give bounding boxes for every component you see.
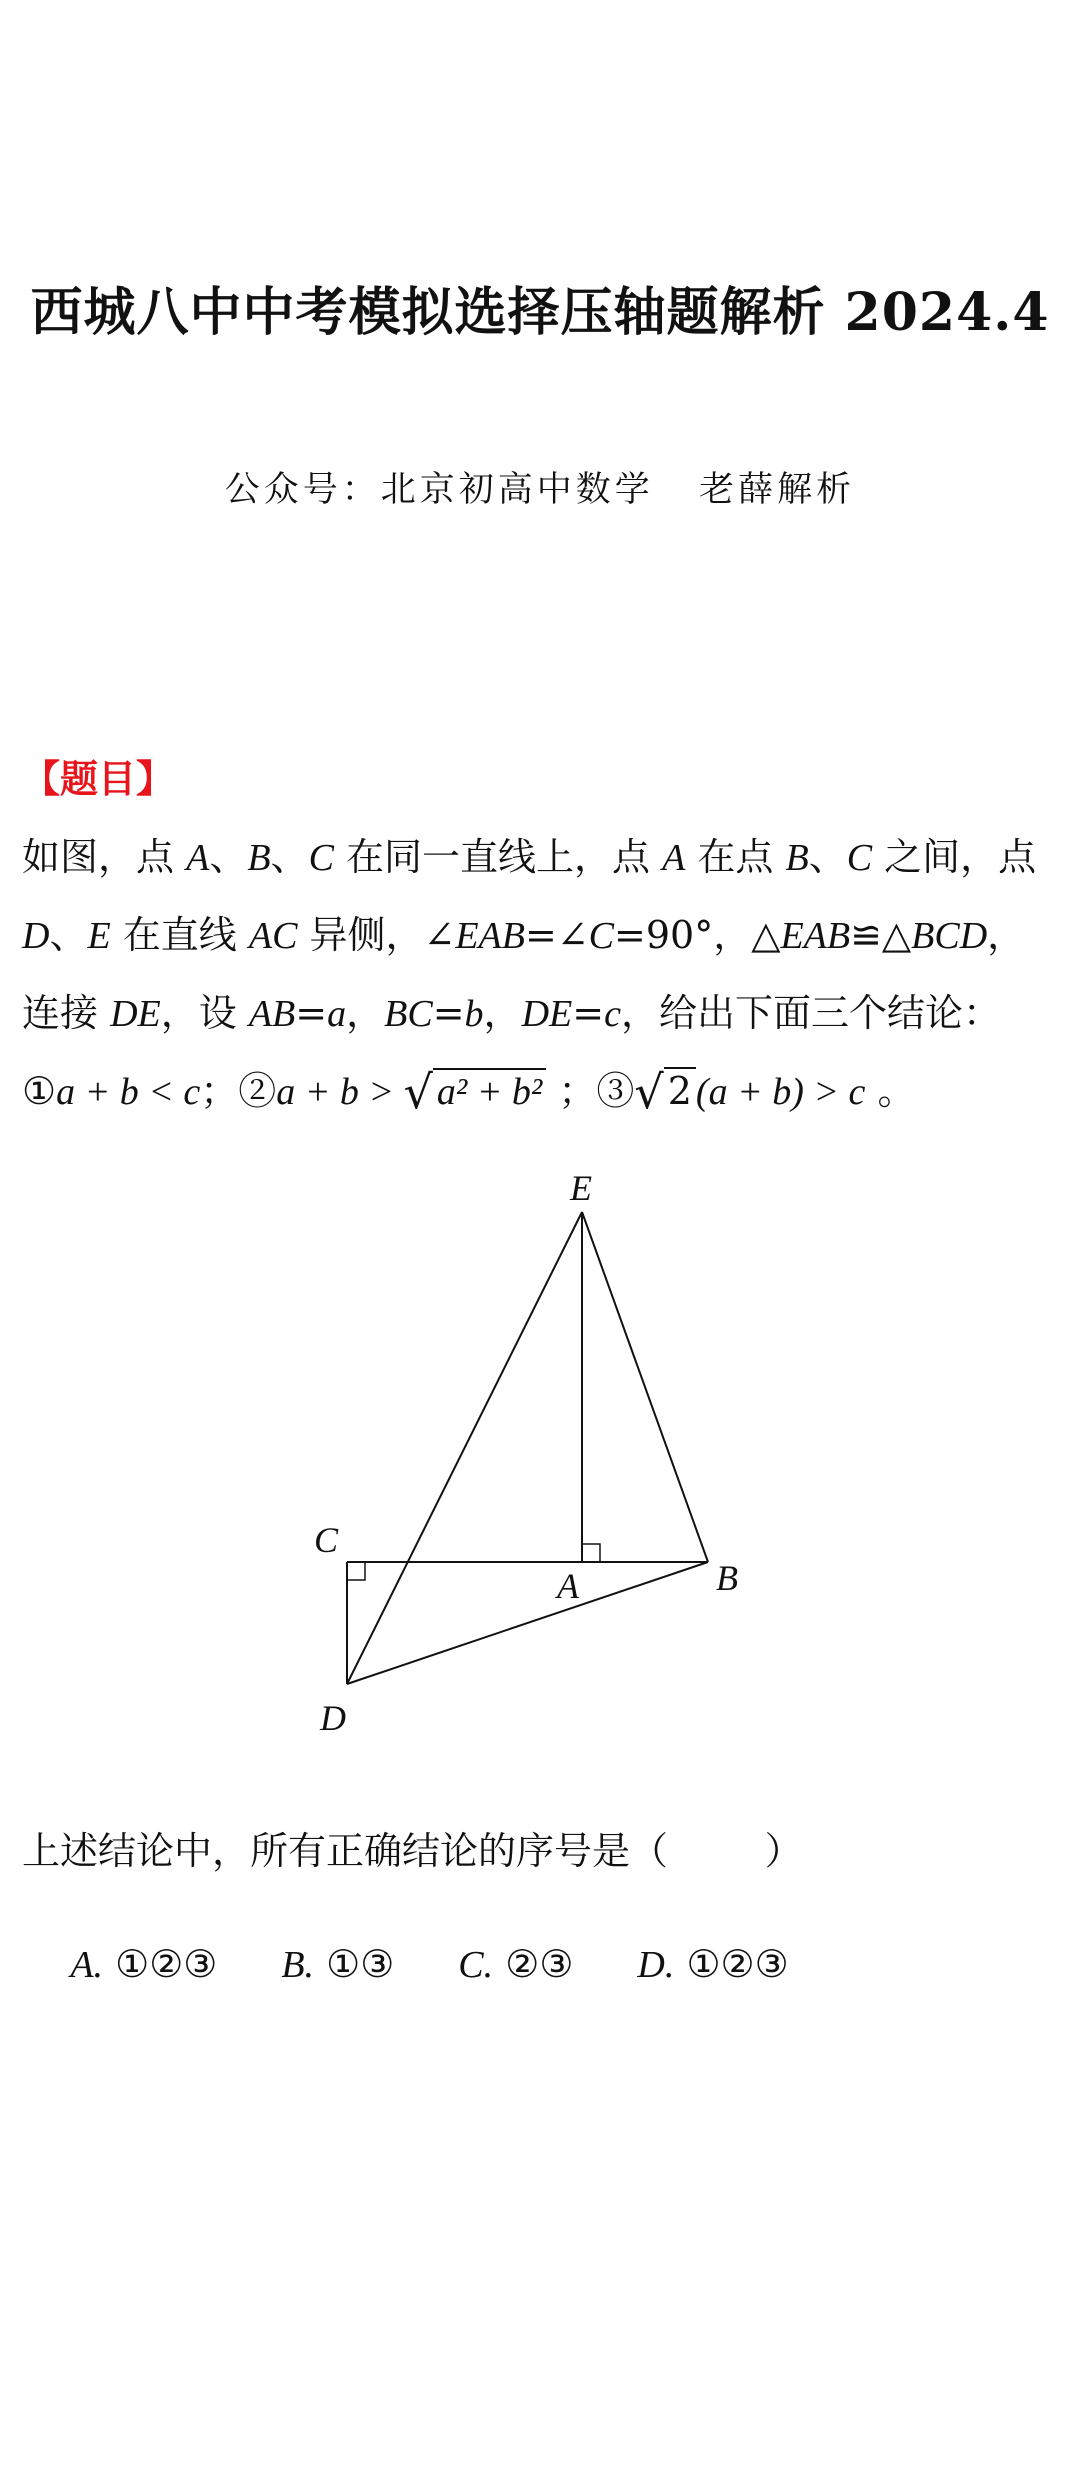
question-text: 上述结论中，所有正确结论的序号是（ ）: [22, 1829, 803, 1873]
answer-options: [22, 1898, 853, 2031]
problem-line-2: D、E 在直线 AC 异侧，∠EAB=∠C=90°，△EAB≌△BCD，: [22, 913, 1026, 957]
segment-ED: [347, 1212, 582, 1684]
conclusion-1: ①a + b < c: [22, 1069, 201, 1113]
page-subtitle: 公众号：北京初高中数学 老薛解析: [224, 470, 856, 510]
right-angle-mark-C: [347, 1562, 365, 1580]
right-angle-mark-A: [582, 1544, 600, 1562]
label-D: D: [320, 1698, 346, 1738]
option-a[interactable]: A. ①②③: [70, 1942, 218, 1986]
option-c[interactable]: C. ②③: [458, 1942, 574, 1986]
option-d[interactable]: D. ①②③: [637, 1942, 789, 1986]
conclusion-3: ③√ 2 (a + b) > c: [596, 1065, 866, 1119]
problem-line-3: 连接 DE，设 AB=a，BC=b，DE=c，给出下面三个结论：: [22, 991, 1001, 1035]
label-E: E: [570, 1170, 592, 1208]
option-b[interactable]: B. ①③: [281, 1942, 395, 1986]
page-title: 西城八中中考模拟选择压轴题解析 2024.4: [30, 282, 1050, 343]
segment-EB: [582, 1212, 708, 1562]
label-B: B: [716, 1558, 738, 1598]
conclusion-2: ②a + b > √ a² + b²: [238, 1069, 546, 1113]
problem-line-1: 如图，点 A、B、C 在同一直线上，点 A 在点 B、C 之间，点: [22, 835, 1037, 879]
section-label-problem: 【题目】: [22, 757, 175, 801]
conclusions-line: ①a + b < c；②a + b > √ a² + b² ；③√ 2 (a + b) > c 。: [22, 1065, 916, 1119]
label-C: C: [314, 1520, 339, 1560]
label-A: A: [557, 1566, 579, 1606]
segment-DB: [347, 1562, 708, 1684]
geometry-figure: [270, 1170, 810, 1790]
